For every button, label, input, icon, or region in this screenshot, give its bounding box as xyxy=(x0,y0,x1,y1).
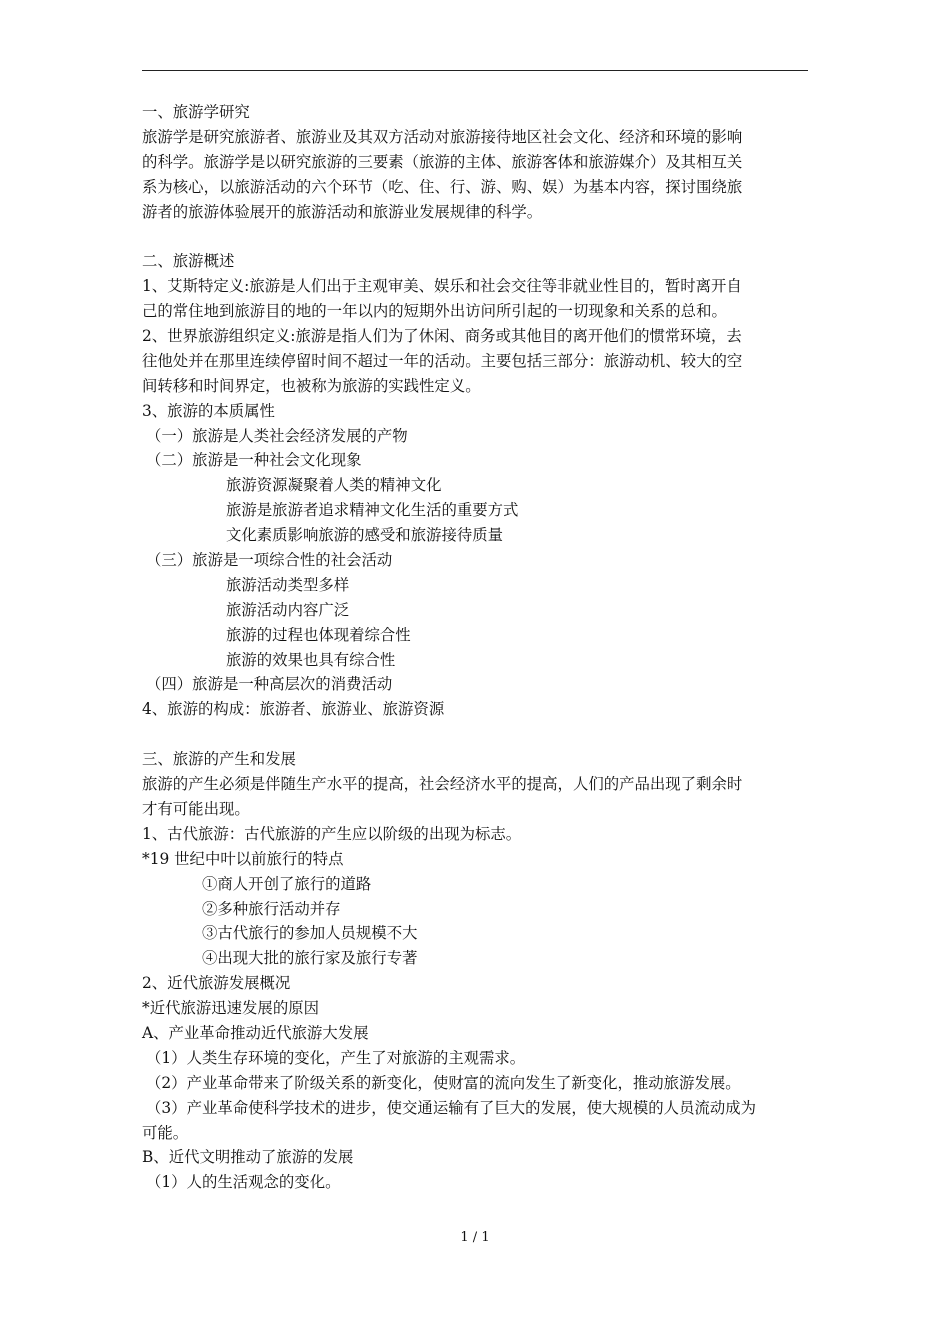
text-line: （四）旅游是一种高层次的消费活动 xyxy=(146,675,393,694)
document-body xyxy=(142,100,808,1195)
text-line: ④出现大批的旅行家及旅行专著 xyxy=(202,949,418,968)
text-line: （2）产业革命带来了阶级关系的新变化，使财富的流向发生了新变化，推动旅游发展。 xyxy=(146,1073,741,1092)
text-line: 旅游的过程也体现着综合性 xyxy=(226,625,411,644)
text-line: （1）人的生活观念的变化。 xyxy=(146,1173,341,1192)
text-line: 才有可能出现。 xyxy=(142,799,250,818)
text-line: 旅游的效果也具有综合性 xyxy=(226,650,396,669)
text-line: （一）旅游是人类社会经济发展的产物 xyxy=(146,426,408,445)
text-line: 游者的旅游体验展开的旅游活动和旅游业发展规律的科学。 xyxy=(142,202,543,221)
text-line: （1）人类生存环境的变化，产生了对旅游的主观需求。 xyxy=(146,1048,526,1067)
page-number: 1 / 1 xyxy=(460,1230,490,1245)
text-line: ②多种旅行活动并存 xyxy=(202,899,341,918)
text-line: 己的常住地到旅游目的地的一年以内的短期外出访问所引起的一切现象和关系的总和。 xyxy=(142,302,727,321)
text-line: 间转移和时间界定，也被称为旅游的实践性定义。 xyxy=(142,376,481,395)
text-line: 旅游活动类型多样 xyxy=(226,575,350,594)
text-line: 旅游资源凝聚着人类的精神文化 xyxy=(226,476,442,495)
text-line: 1、艾斯特定义:旅游是人们出于主观审美、娱乐和社会交往等非就业性目的，暂时离开自 xyxy=(142,277,742,296)
text-line: 旅游是旅游者追求精神文化生活的重要方式 xyxy=(226,501,519,520)
text-line: ③古代旅行的参加人员规模不大 xyxy=(202,924,418,943)
text-line: （二）旅游是一种社会文化现象 xyxy=(146,451,362,470)
text-line: 1、古代旅游：古代旅游的产生应以阶级的出现为标志。 xyxy=(142,824,522,843)
text-line: 旅游的产生必须是伴随生产水平的提高，社会经济水平的提高，人们的产品出现了剩余时 xyxy=(142,775,743,794)
blank-line xyxy=(142,224,808,249)
text-line: 的科学。旅游学是以研究旅游的三要素（旅游的主体、旅游客体和旅游媒介）及其相互关 xyxy=(142,152,743,171)
text-line: *近代旅游迅速发展的原因 xyxy=(142,999,319,1018)
text-line: 系为核心，以旅游活动的六个环节（吃、住、行、游、购、娱）为基本内容，探讨围绕旅 xyxy=(142,177,743,196)
text-line: 文化素质影响旅游的感受和旅游接待质量 xyxy=(226,526,504,545)
text-line: 2、世界旅游组织定义:旅游是指人们为了休闲、商务或其他目的离开他们的惯常环境，去 xyxy=(142,327,742,346)
text-line: 2、近代旅游发展概况 xyxy=(142,974,291,993)
text-line: 4、旅游的构成：旅游者、旅游业、旅游资源 xyxy=(142,700,445,719)
text-line: （三）旅游是一项综合性的社会活动 xyxy=(146,551,393,570)
text-line: 三、旅游的产生和发展 xyxy=(142,750,296,769)
text-line: 旅游学是研究旅游者、旅游业及其双方活动对旅游接待地区社会文化、经济和环境的影响 xyxy=(142,127,743,146)
text-line: A、产业革命推动近代旅游大发展 xyxy=(142,1023,369,1042)
text-line: B、近代文明推动了旅游的发展 xyxy=(142,1148,354,1167)
text-line: 二、旅游概述 xyxy=(142,252,235,271)
text-line: 一、旅游学研究 xyxy=(142,103,250,121)
text-line: *19 世纪中叶以前旅行的特点 xyxy=(142,849,344,868)
text-line: 3、旅游的本质属性 xyxy=(142,401,275,420)
text-line: 可能。 xyxy=(142,1123,189,1142)
text-line: ①商人开创了旅行的道路 xyxy=(202,874,372,893)
text-line: （3）产业革命使科学技术的进步，使交通运输有了巨大的发展，使大规模的人员流动成为 xyxy=(146,1098,757,1117)
text-line: 往他处并在那里连续停留时间不超过一年的活动。主要包括三部分：旅游动机、较大的空 xyxy=(142,351,743,370)
blank-line xyxy=(142,722,808,747)
header-rule xyxy=(142,70,808,71)
text-line: 旅游活动内容广泛 xyxy=(226,600,350,619)
